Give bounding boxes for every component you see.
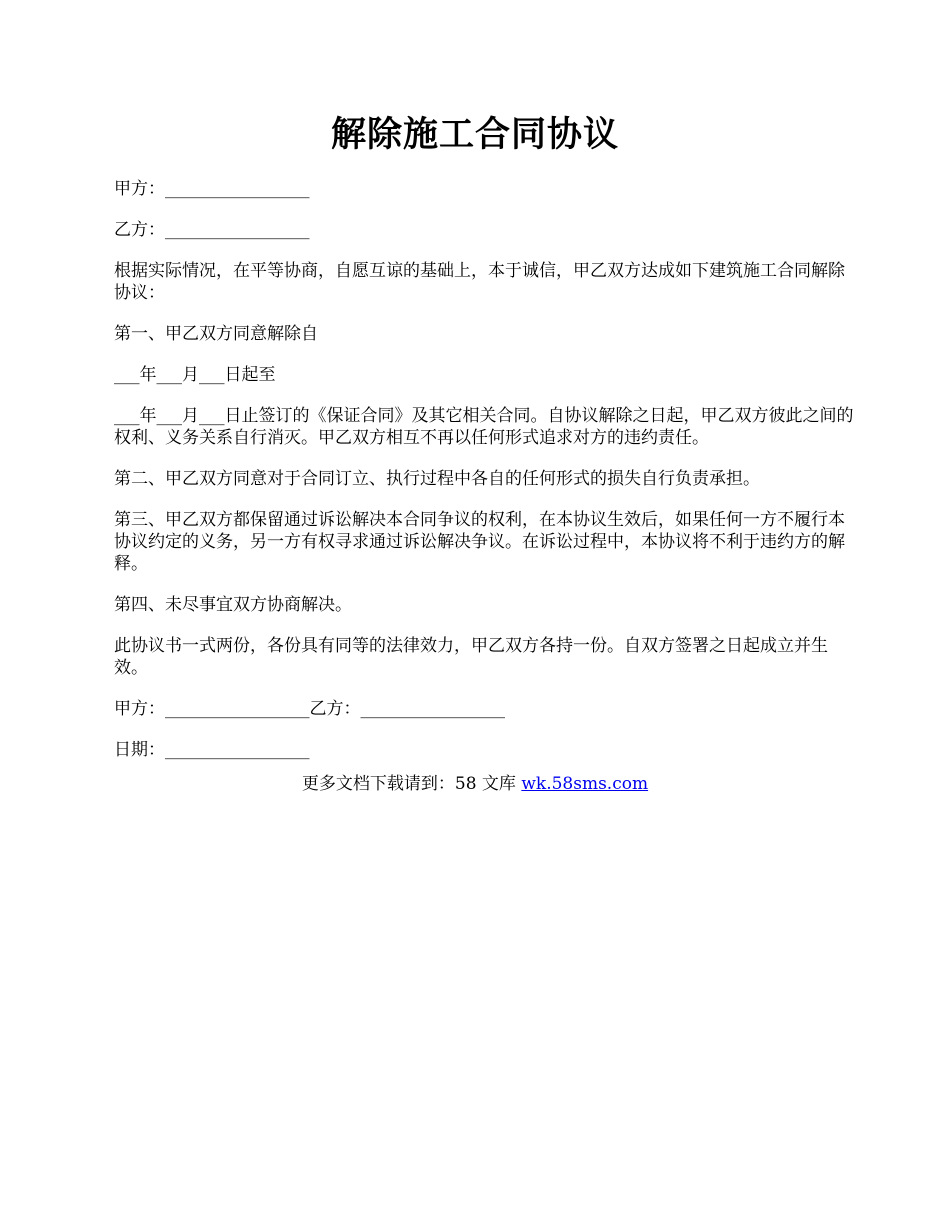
clause-3: 第三、甲乙双方都保留通过诉讼解决本合同争议的权利，在本协议生效后，如果任何一方不履行本协议约定的义务，另一方有权寻求通过诉讼解决争议。在诉讼过程中，本协议将不利于违约方的解释。 — [114, 510, 845, 574]
clause-4: 第四、未尽事宜双方协商解决。 — [114, 595, 352, 615]
clause-1-intro: 第一、甲乙双方同意解除自 — [114, 324, 318, 344]
document-title: 解除施工合同协议 — [330, 114, 619, 155]
party-b-line: 乙方：_________________ — [114, 220, 310, 240]
clause-2: 第二、甲乙双方同意对于合同订立、执行过程中各自的任何形式的损失自行负责承担。 — [114, 469, 760, 489]
preamble-paragraph: 根据实际情况，在平等协商，自愿互谅的基础上，本于诚信，甲乙双方达成如下建筑施工合同解除协议： — [114, 261, 845, 303]
download-footer — [0, 773, 950, 795]
clause-1-end: ___年___月___日止签订的《保证合同》及其它相关合同。自协议解除之日起，甲乙双方彼此之间的权利、义务关系自行消灭。甲乙双方相互不再以任何形式追求对方的违约责任。 — [114, 406, 854, 448]
date-line: 日期：_________________ — [114, 740, 310, 760]
footer-link[interactable]: wk.58sms.com — [521, 774, 649, 794]
clause-1-start-date: ___年___月___日起至 — [114, 365, 276, 385]
footer-prefix: 更多文档下载请到：58 文库 — [301, 774, 522, 794]
closing-paragraph: 此协议书一式两份，各份具有同等的法律效力，甲乙双方各持一份。自双方签署之日起成立并生效。 — [114, 636, 828, 678]
document-body — [114, 178, 854, 780]
party-a-line: 甲方：_________________ — [114, 179, 310, 199]
signature-line: 甲方：_________________乙方：_________________ — [114, 699, 505, 719]
